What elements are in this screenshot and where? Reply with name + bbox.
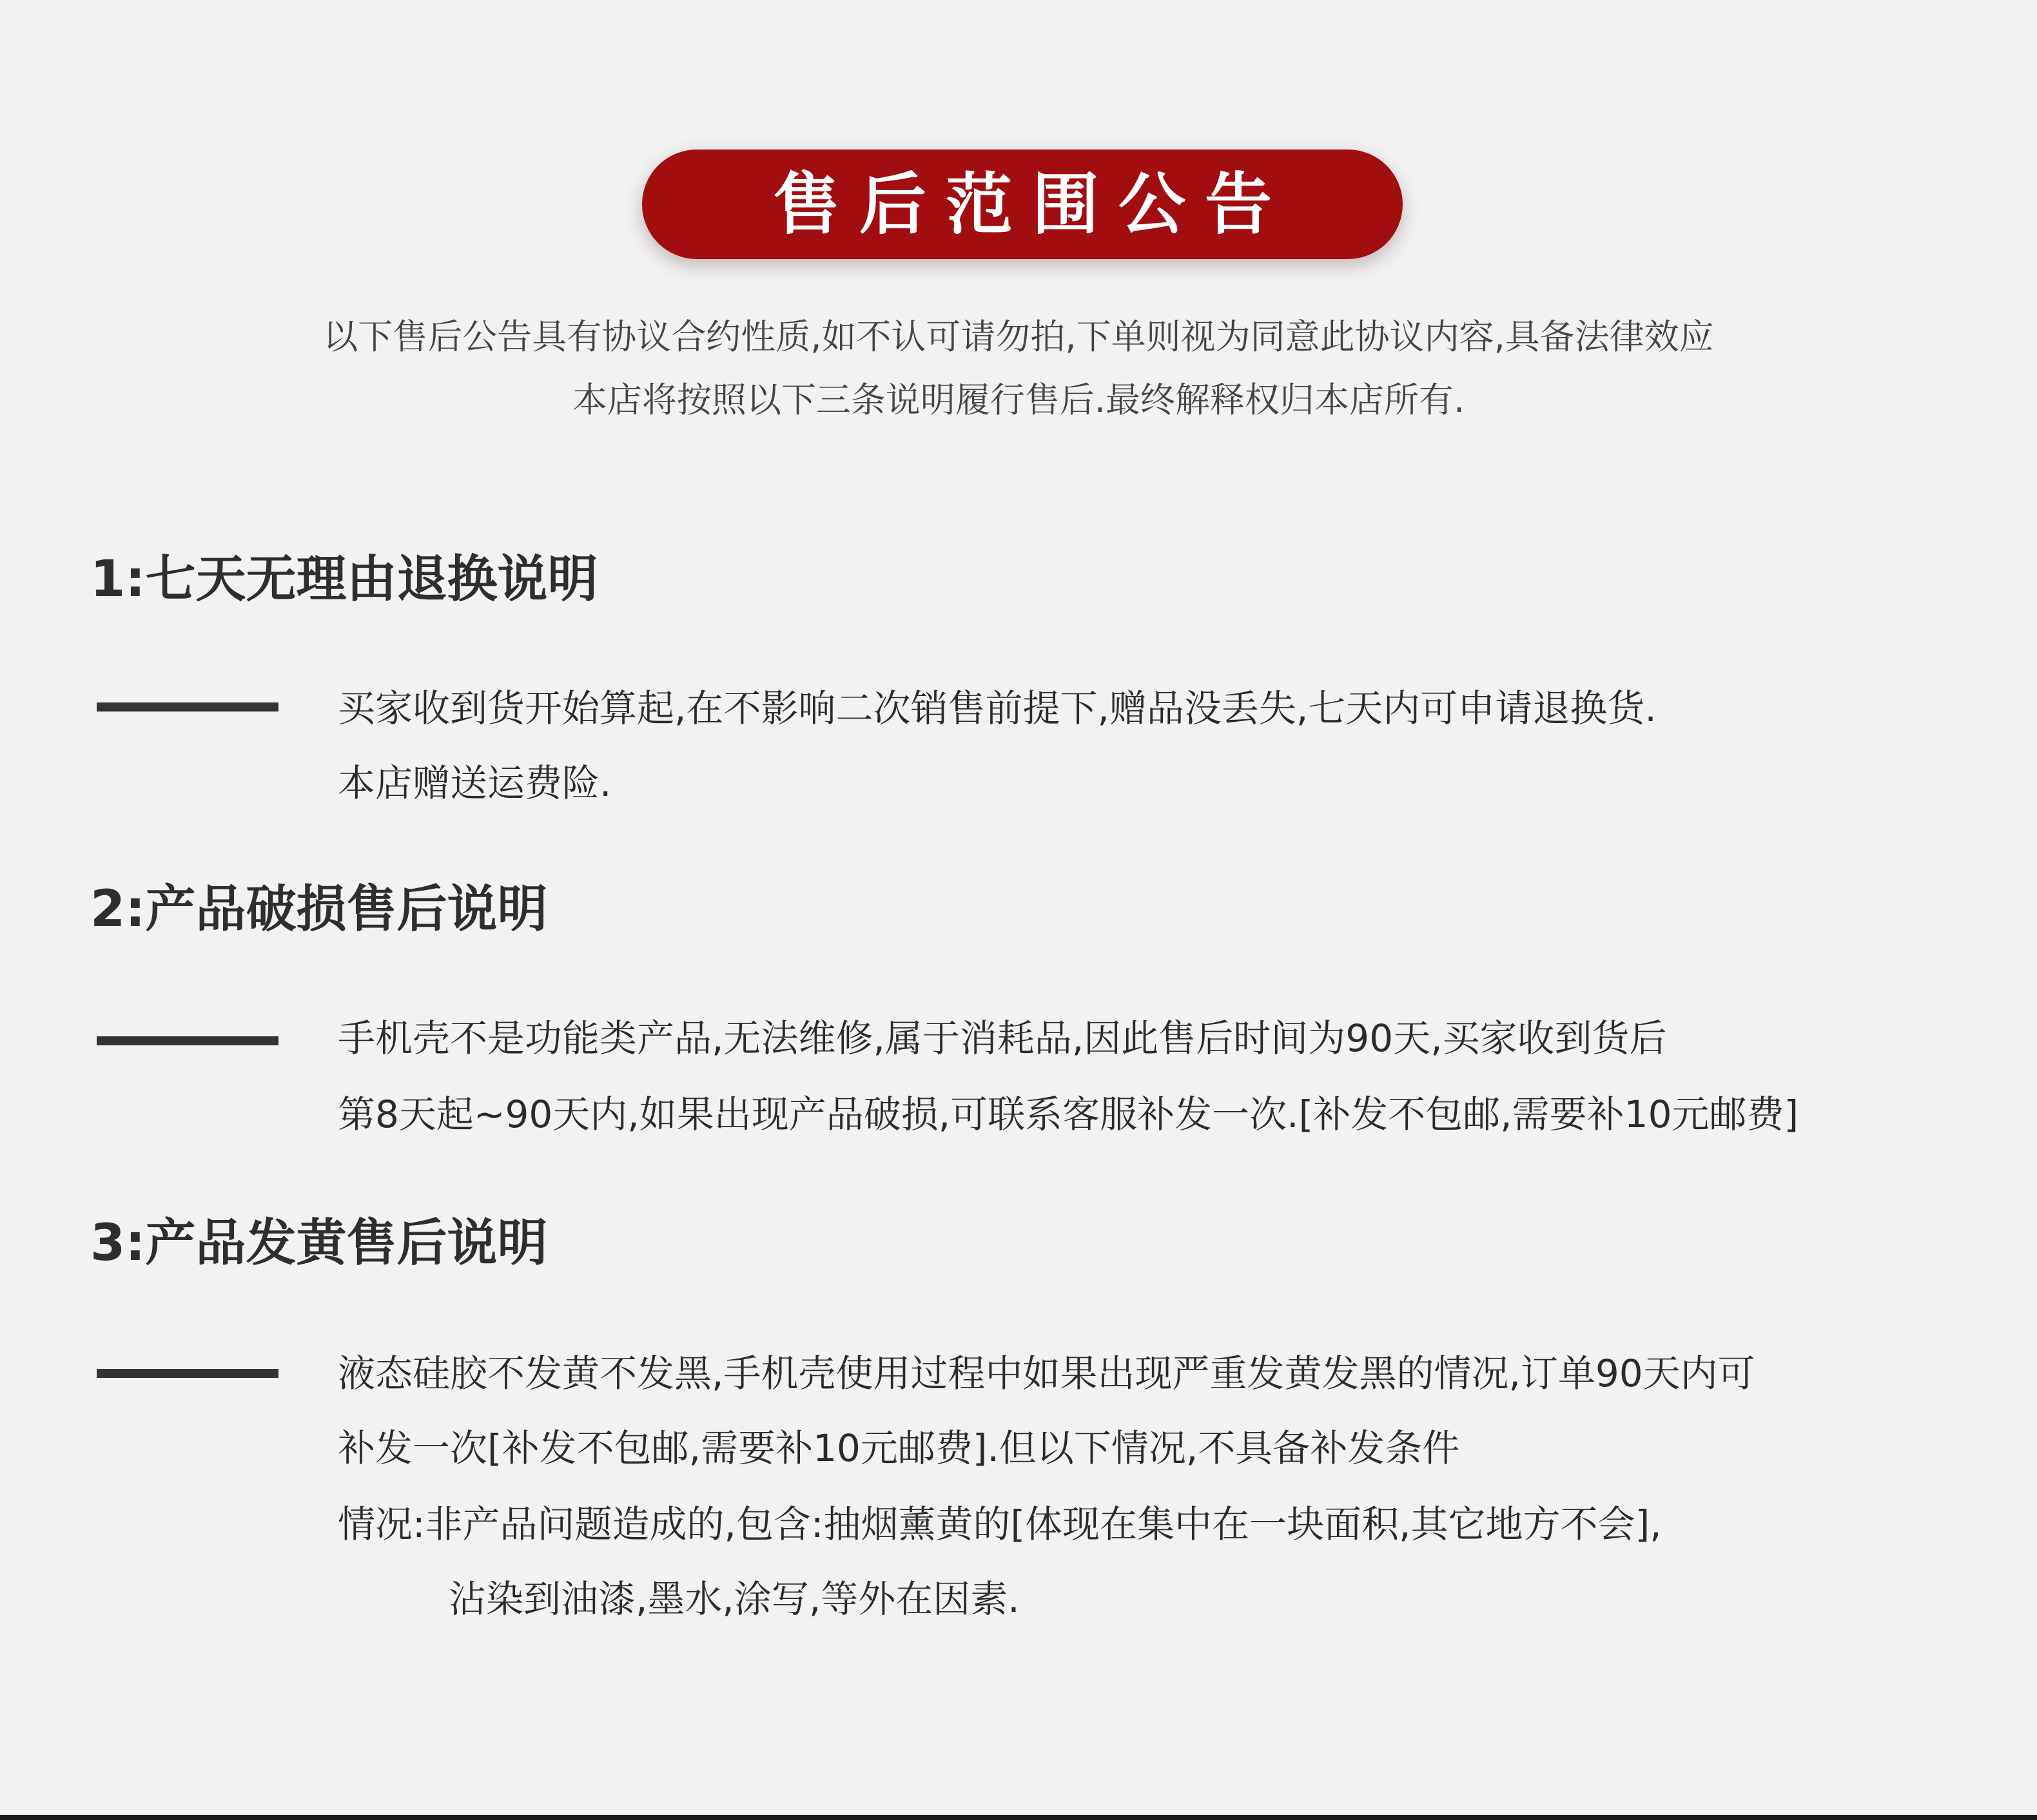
section-1-divider [97, 702, 278, 712]
section-2-line-2: 第8天起~90天内,如果出现产品破损,可联系客服补发一次.[补发不包邮,需要补10元邮费] [338, 1092, 1799, 1136]
section-3-title: 3:产品发黄售后说明 [90, 1214, 548, 1272]
section-3-line-3: 情况:非产品问题造成的,包含:抽烟薰黄的[体现在集中在一块面积,其它地方不会], [338, 1502, 1662, 1546]
section-3-line-2: 补发一次[补发不包邮,需要补10元邮费].但以下情况,不具备补发条件 [338, 1426, 1460, 1470]
section-3-line-4: 沾染到油漆,墨水,涂写,等外在因素. [449, 1577, 1020, 1621]
bottom-border [0, 1815, 2037, 1820]
intro-line-1: 以下售后公告具有协议合约性质,如不认可请勿拍,下单则视为同意此协议内容,具备法律效应 [323, 316, 1714, 357]
section-2-title: 2:产品破损售后说明 [90, 880, 548, 938]
announcement-banner [642, 150, 1403, 259]
banner-title: 售后范围公告 [772, 165, 1291, 244]
section-1-line-1: 买家收到货开始算起,在不影响二次销售前提下,赠品没丢失,七天内可申请退换货. [338, 686, 1657, 730]
section-2-line-1: 手机壳不是功能类产品,无法维修,属于消耗品,因此售后时间为90天,买家收到货后 [338, 1016, 1667, 1060]
section-2-divider [97, 1036, 278, 1045]
intro-line-2: 本店将按照以下三条说明履行售后.最终解释权归本店所有. [572, 380, 1465, 420]
section-3-divider [97, 1369, 278, 1378]
section-1-title: 1:七天无理由退换说明 [90, 550, 598, 608]
section-3-line-1: 液态硅胶不发黄不发黑,手机壳使用过程中如果出现严重发黄发黑的情况,订单90天内可 [338, 1351, 1755, 1395]
section-1-line-2: 本店赠送运费险. [338, 761, 612, 805]
